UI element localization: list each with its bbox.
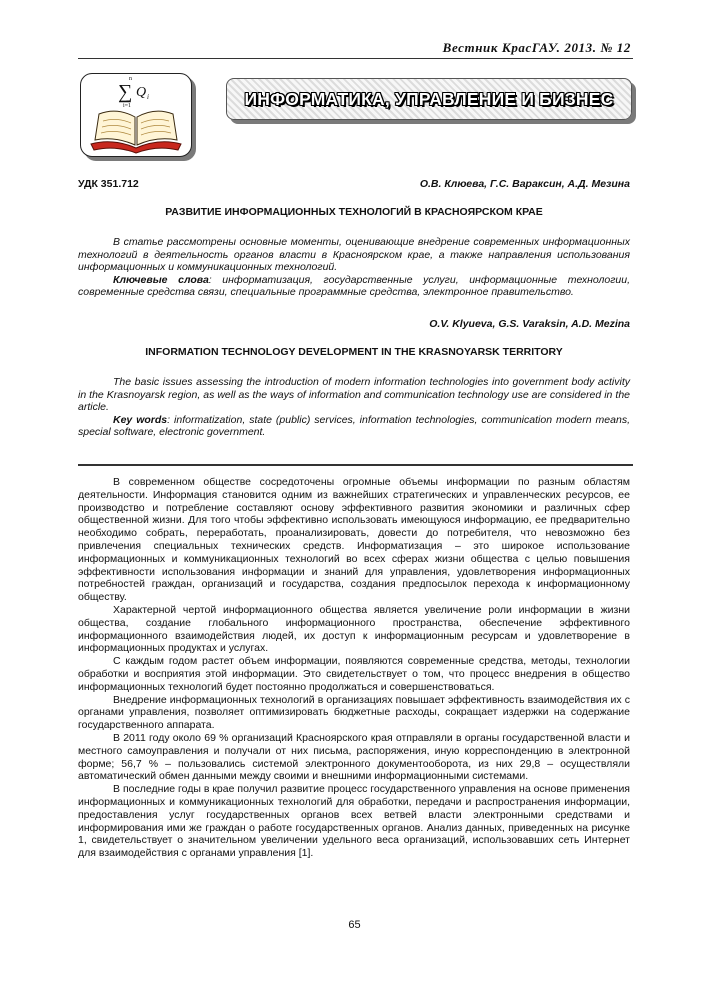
journal-title: Вестник КрасГАУ. 2013. № 12 — [442, 40, 631, 55]
en-keywords-label: Key words — [113, 413, 168, 426]
ru-meta-row — [78, 178, 630, 190]
en-abstract: The basic issues assessing the introduction of modern information technologies into government body activity in the Krasnoyarsk region, as well as the ways of information and communication technology use are considered in the article. — [78, 376, 630, 414]
body-paragraph: В последние годы в крае получил развитие процесс государственного управления на основе применения информационных и коммуникационных технологий для обработки, передачи и распространения информации, предоставления услуг государственных органов всех ветвей власти электронными средствами и информирования ими же граждан о работе государственных органов. Анализ данных, приведенных на рисунке 1, свидетельствует о значительном увеличении удельного веса организаций, использовавших сеть Интернет для взаимодействия с органами управления [1]. — [78, 783, 630, 860]
ru-keywords-text: : информатизация, государственные услуги, информационные технологии, современные средства связи, специальные программные средства, электронное правительство. — [78, 273, 630, 299]
section-title: ИНФОРМАТИКА, УПРАВЛЕНИЕ И БИЗНЕС — [244, 88, 614, 109]
body-paragraph: В 2011 году около 69 % организаций Красноярского края отправляли в органы государственной власти и местного самоуправления и получали от них письма, распоряжения, иную корреспонденцию в электронной форме; 56,7 % – пользовались системой электронного документооборота, из них 29,8 – осуществляли автоматический обмен данными между своими и внешними информационными системами. — [78, 731, 630, 783]
en-title: INFORMATION TECHNOLOGY DEVELOPMENT IN THE KRASNOYARSK TERRITORY — [145, 346, 563, 358]
en-authors: O.V. Klyueva, G.S. Varaksin, A.D. Mezina — [429, 318, 630, 330]
en-keywords — [78, 414, 630, 439]
ru-keywords — [78, 274, 630, 299]
ru-abstract-block — [78, 236, 630, 299]
logo-formula-top: n — [129, 76, 132, 82]
open-book-icon — [81, 74, 191, 156]
body-paragraph: В современном обществе сосредоточены огромные объемы информации по разным областям деятельности. Информация становится одним из важнейших стратегических и управленческих ресурсов, ее производство и потребление составляют основу эффективного развития экономики и различных сфер общественной жизни. Для того чтобы эффективно использовать имеющуюся информацию, ее предварительно необходимо собрать, переработать, проанализировать, довести до потребителя, что невозможно без привлечения специальных технических средств. Информатизация – это широкое использование информационных и коммуникационных технологий во всех сферах жизни общества с целью повышения эффективности использования информации и знаний для управления, удовлетворения информационных потребностей граждан, организаций и государства, создания предпосылок перехода к информационному обществу. — [78, 476, 630, 604]
section-separator — [78, 464, 633, 466]
ru-authors: О.В. Клюева, Г.С. Вараксин, А.Д. Мезина — [419, 178, 630, 190]
body-paragraph: Характерной чертой информационного общества является увеличение роли информации в жизни общества, создание глобального информационного пространства, обеспечение эффективного информационного взаимодействия людей, их доступ к информационным ресурсам и удовлетворение в информационных продуктах и услугах. — [78, 603, 630, 655]
page-number: 65 — [348, 919, 361, 931]
journal-logo — [80, 73, 192, 157]
section-banner — [226, 78, 632, 120]
en-meta-row — [78, 318, 630, 330]
article-body — [78, 476, 630, 860]
header-rule — [78, 58, 633, 59]
ru-title: РАЗВИТИЕ ИНФОРМАЦИОННЫХ ТЕХНОЛОГИЙ В КРАСНОЯРСКОМ КРАЕ — [165, 206, 543, 218]
logo-formula-bottom: i=1 — [123, 103, 132, 109]
en-keywords-text: : informatization, state (public) services, information technologies, communication modern means, special software, electronic government. — [78, 413, 630, 439]
body-paragraph: Внедрение информационных технологий в организациях повышает эффективность взаимодействия их с органами управления, позволяет оптимизировать бюджетные расходы, сокращает издержки на содержание государственного аппарата. — [78, 693, 630, 732]
logo-formula-term: Q — [136, 85, 147, 100]
udc-code: УДК 351.712 — [78, 178, 139, 190]
ru-keywords-label: Ключевые слова — [113, 273, 209, 286]
logo-formula-sum: ∑ — [118, 81, 133, 103]
en-abstract-block — [78, 376, 630, 439]
logo-formula-term-sub: i — [147, 93, 149, 101]
body-paragraph: С каждым годом растет объем информации, появляются современные средства, методы, технологии обработки и восприятия этой информации. Это свидетельствует о том, что процесс внедрения в общество информационных технологий будет постоянно продолжаться и совершенствоваться. — [78, 655, 630, 693]
ru-abstract: В статье рассмотрены основные моменты, оценивающие внедрение современных информационных технологий в деятельность органов власти в Красноярском крае, а также направления использования информационных и коммуникационных технологий. — [78, 236, 630, 274]
